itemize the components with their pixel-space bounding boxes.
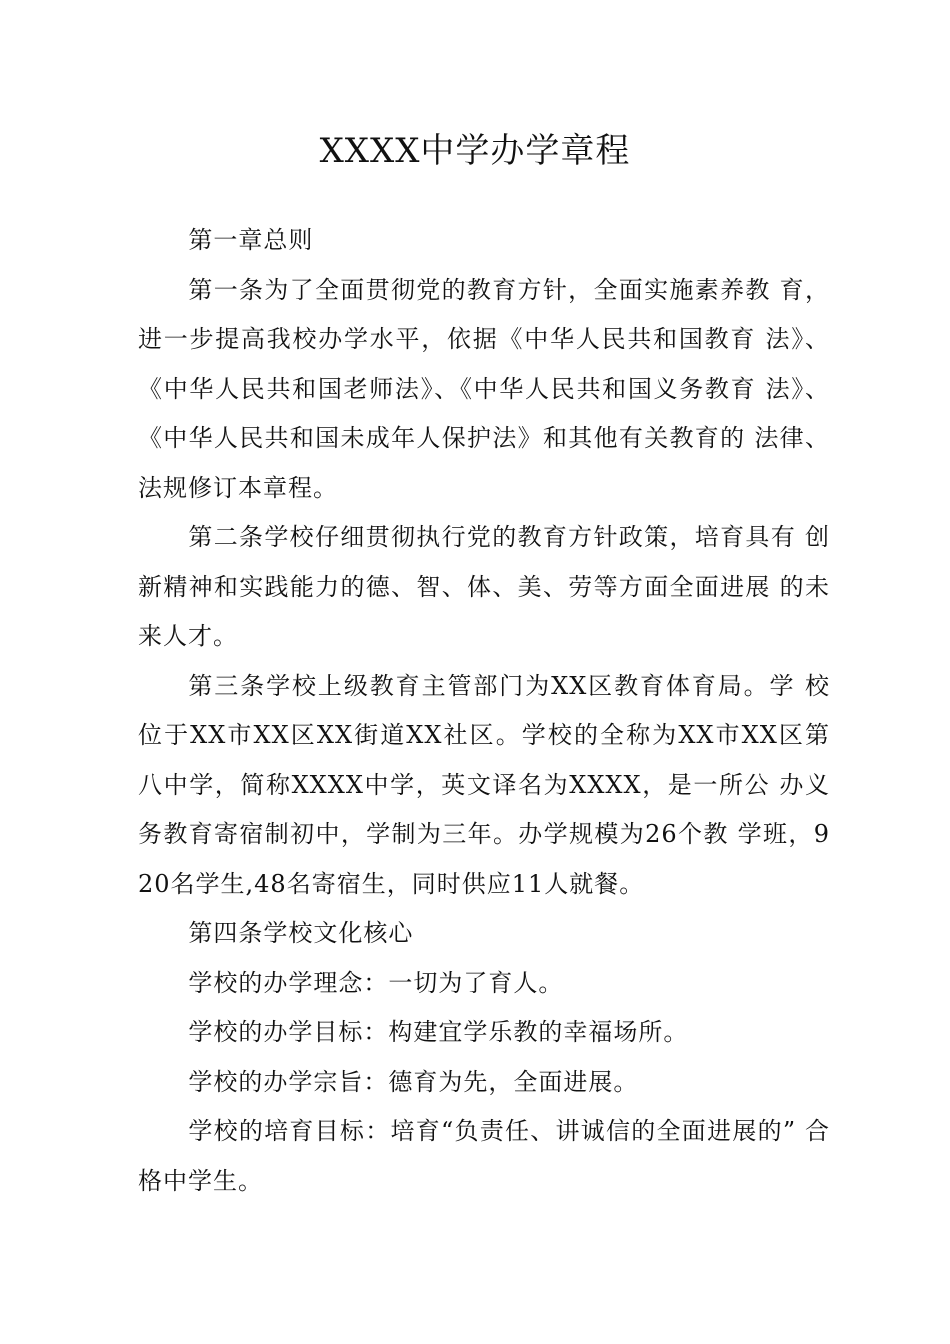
training-goal: 学校的培育目标：培育“负责任、讲诚信的全面进展的” 合格中学生。	[138, 1117, 830, 1195]
article-4-heading: 第四条学校文化核心	[188, 919, 414, 947]
school-purpose: 学校的办学宗旨：德育为先，全面进展。	[188, 1067, 639, 1096]
chapter-heading: 第一章总则	[188, 226, 314, 254]
document-body	[138, 216, 830, 1206]
school-philosophy: 学校的办学理念：一切为了育人。	[188, 968, 564, 997]
article-2-paragraph: 第二条学校仔细贯彻执行党的教育方针政策，培育具有 创新精神和实践能力的德、智、体、美、劳等方面全面进展 的未来人才。	[138, 523, 830, 650]
school-goal: 学校的办学目标：构建宜学乐教的幸福场所。	[188, 1018, 689, 1046]
article-3-paragraph: 第三条学校上级教育主管部门为XX区教育体育局。学 校位于XX市XX区XX街道XX社区。学校的全称为XX市XX区第八中学，简称XXXX中学，英文译名为XXXX，是一所公 办义务教育寄宿制初中，学制为三年。办学规模为26个教 学班，920名学生,48名寄宿生，同时供应11人就餐。	[138, 671, 830, 898]
document-title: XXXX中学办学章程	[319, 131, 631, 171]
article-1-paragraph: 第一条为了全面贯彻党的教育方针，全面实施素养教 育，进一步提高我校办学水平，依据《中华人民共和国教育 法》、《中华人民共和国老师法》、《中华人民共和国义务教育 法》、《中华人民共和国未成年人保护法》和其他有关教育的 法律、法规修订本章程。	[138, 275, 830, 502]
